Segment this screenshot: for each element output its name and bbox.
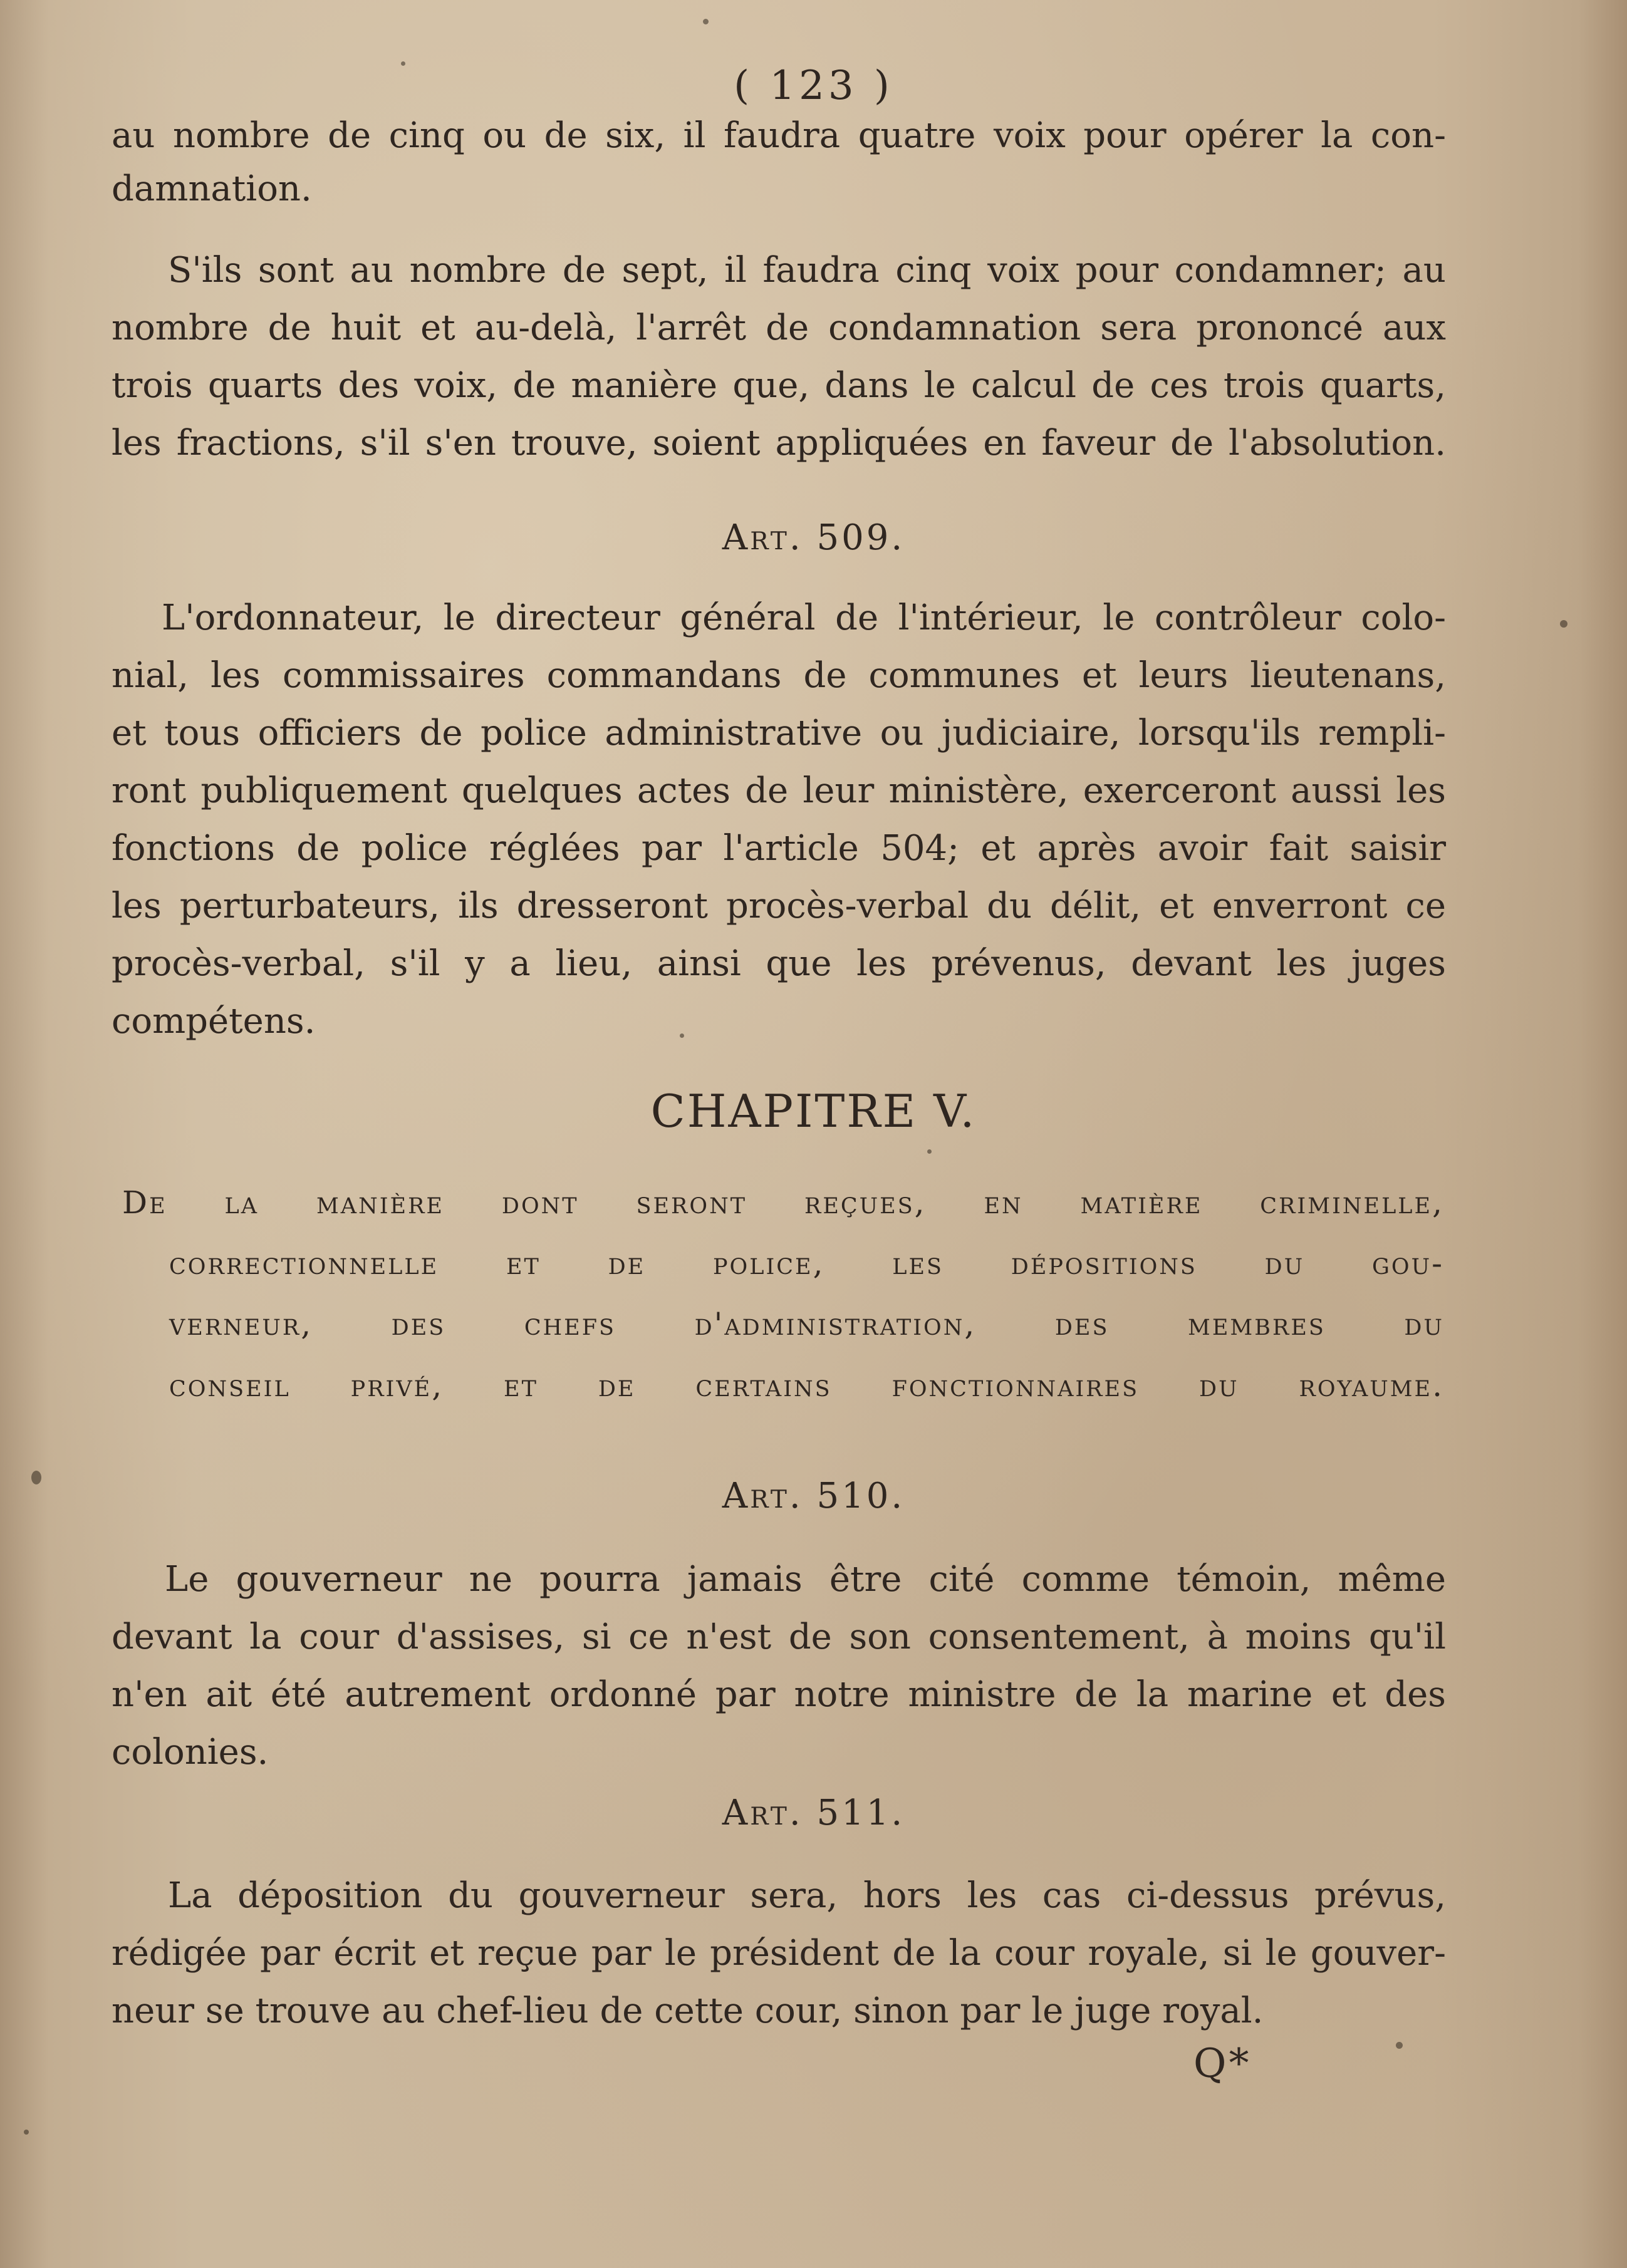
text-line: La déposition du gouverneur sera, hors les cas ci-dessus prévus, <box>168 1875 1446 1916</box>
paper-speck <box>1396 2042 1403 2049</box>
chapter-title: CHAPITRE V. <box>650 1085 977 1137</box>
text-line: S'ils sont au nombre de sept, il faudra cinq voix pour condamner; au <box>168 250 1446 291</box>
paper-speck <box>680 1033 684 1038</box>
chapter-subtitle-line: De la manière dont seront reçues, en matière criminelle, <box>122 1184 1444 1221</box>
text-line: procès-verbal, s'il y a lieu, ainsi que les prévenus, devant les juges <box>112 943 1446 984</box>
text-line: ront publiquement quelques actes de leur ministère, exerceront aussi les <box>112 770 1446 811</box>
paper-speck <box>31 1471 41 1484</box>
paper-speck <box>401 61 405 66</box>
text-line: Le gouverneur ne pourra jamais être cité comme témoin, même <box>165 1559 1446 1600</box>
chapter-subtitle-line: conseil privé, et de certains fonctionnaires du royaume. <box>169 1367 1444 1404</box>
text-line: et tous officiers de police administrative ou judiciaire, lorsqu'ils rempli- <box>112 713 1446 753</box>
paper-speck <box>703 19 709 24</box>
text-line: au nombre de cinq ou de six, il faudra quatre voix pour opérer la con- <box>112 115 1446 156</box>
text-line: colonies. <box>112 1732 269 1773</box>
text-line: trois quarts des voix, de manière que, dans le calcul de ces trois quarts, <box>112 365 1446 406</box>
text-line: rédigée par écrit et reçue par le président de la cour royale, si le gouver- <box>112 1933 1446 1974</box>
text-line: L'ordonnateur, le directeur général de l'intérieur, le contrôleur colo- <box>162 598 1446 638</box>
paper-speck <box>24 2130 29 2135</box>
text-line: les fractions, s'il s'en trouve, soient appliquées en faveur de l'absolution. <box>112 423 1446 463</box>
text-line: compétens. <box>112 1001 316 1042</box>
page-number: ( 123 ) <box>734 63 893 109</box>
chapter-subtitle-line: correctionnelle et de police, les dépositions du gou- <box>169 1245 1444 1282</box>
text-line: nial, les commissaires commandans de communes et leurs lieutenans, <box>112 655 1446 696</box>
text-line: fonctions de police réglées par l'article 504; et après avoir fait saisir <box>112 828 1446 869</box>
paper-speck <box>927 1149 932 1154</box>
chapter-subtitle-line: verneur, des chefs d'administration, des membres du <box>169 1306 1444 1342</box>
article-heading-509: Art. 509. <box>722 517 905 558</box>
text-line: damnation. <box>112 168 312 209</box>
text-line: n'en ait été autrement ordonné par notre ministre de la marine et des <box>112 1674 1446 1715</box>
paper-speck <box>1560 620 1567 628</box>
article-heading-511: Art. 511. <box>722 1793 905 1833</box>
text-line: nombre de huit et au-delà, l'arrêt de condamnation sera prononcé aux <box>112 308 1446 348</box>
article-heading-510: Art. 510. <box>722 1476 905 1516</box>
text-line: neur se trouve au chef-lieu de cette cour, sinon par le juge royal. <box>112 1991 1264 2031</box>
text-line: les perturbateurs, ils dresseront procès-verbal du délit, et enverront ce <box>112 886 1446 926</box>
text-line: devant la cour d'assises, si ce n'est de son consentement, à moins qu'il <box>112 1617 1446 1657</box>
signature-mark: Q* <box>1193 2041 1252 2087</box>
